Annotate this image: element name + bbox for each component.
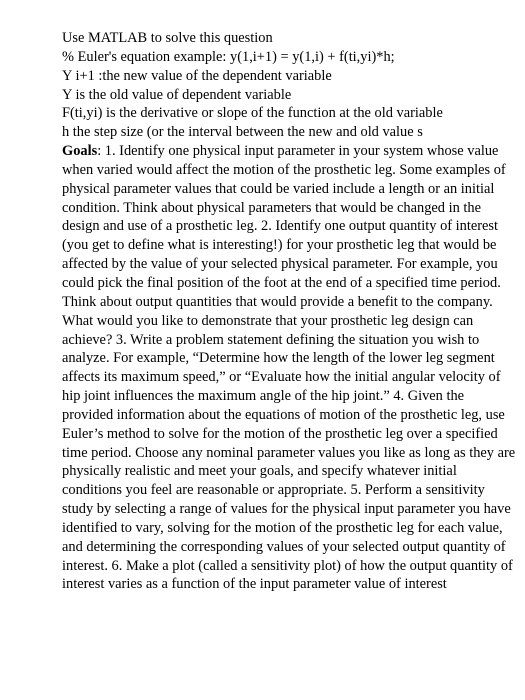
old-value-definition: Y is the old value of dependent variable [62, 86, 292, 103]
document-body [62, 29, 517, 594]
step-size-definition: h the step size (or the interval between the new and old value s [62, 124, 423, 141]
new-value-definition: Y i+1 :the new value of the dependent variable [62, 67, 332, 84]
goals-label: Goals [62, 143, 98, 160]
goals-paragraph [62, 142, 517, 594]
derivative-definition: F(ti,yi) is the derivative or slope of the function at the old variable [62, 105, 443, 122]
euler-equation-example: % Euler's equation example: y(1,i+1) = y(1,i) + f(ti,yi)*h; [62, 48, 395, 65]
goals-text: : 1. Identify one physical input parameter in your system whose value when varied would affect the motion of the prosthetic leg. Some examples of physical parameter values that could be varied include a length or an initial condition. Think about physical parameters that would be changed in the design and use of a prosthetic leg. 2. Identify one output quantity of interest (you get to define what is interesting!) for your prosthetic leg that would be affected by the value of your selected physical parameter. For example, you could pick the final position of the foot at the end of a specified time period. Think about output quantities that would provide a benefit to the company. What would you like to demonstrate that your prosthetic leg design can achieve? 3. Write a problem statement defining the situation you wish to analyze. For example, “Determine how the length of the lower leg segment affects its maximum speed,” or “Evaluate how the initial angular velocity of hip joint influences the maximum angle of the hip joint.” 4. Given the provided information about the equations of motion of the prosthetic leg, use Euler’s method to solve for the motion of the prosthetic leg over a specified time period. Choose any nominal parameter values you like as long as they are physically realistic and meet your goals, and specify whatever initial conditions you feel are reasonable or appropriate. 5. Perform a sensitivity study by selecting a range of values for the physical input parameter you have identified to vary, solving for the motion of the prosthetic leg for each value, and determining the corresponding values of your selected output quantity of interest. 6. Make a plot (called a sensitivity plot) of how the output quantity of interest varies as a function of the input parameter value of interest [62, 143, 516, 593]
question-instruction: Use MATLAB to solve this question [62, 30, 273, 46]
